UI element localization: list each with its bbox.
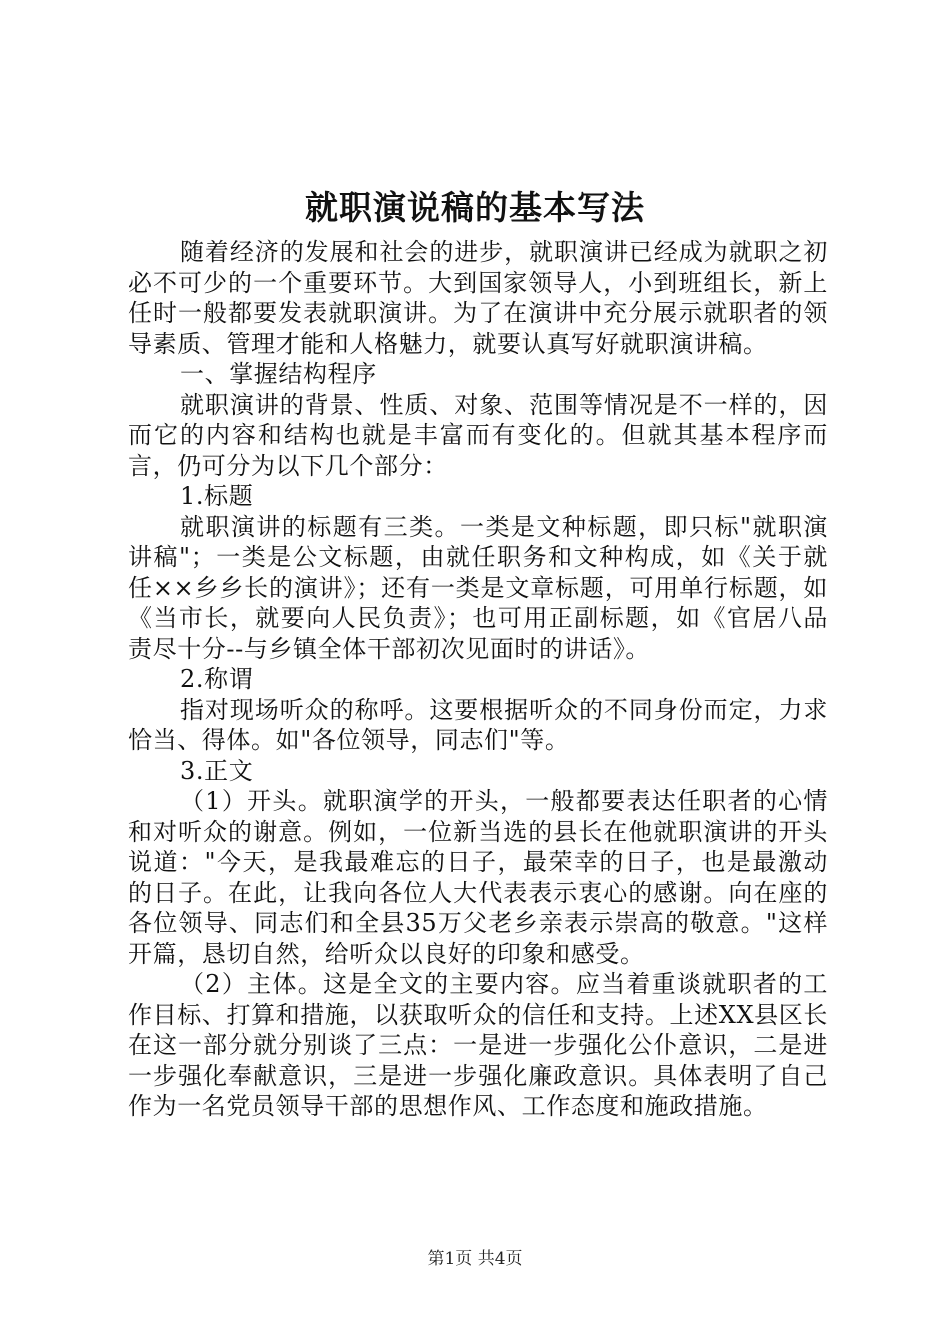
subsection-heading: 3.正文 xyxy=(180,756,254,785)
body-paragraph: （1）开头。就职演学的开头，一般都要表达任职者的心情和对听众的谢意。例如，一位新当选的县长在他就职演讲的开头说道："今天，是我最难忘的日子，最荣幸的日子，也是最激动的日子。在此，让我向各位人大代表表示衷心的感谢。向在座的各位领导、同志们和全县35万父老乡亲表示崇高的敬意。"这样开篇，恳切自然，给听众以良好的印象和感受。 xyxy=(128,787,828,968)
document-title: 就职演说稿的基本写法 xyxy=(305,188,645,227)
section-heading: 一、掌握结构程序 xyxy=(180,360,377,388)
body-paragraph: 指对现场听众的称呼。这要根据听众的不同身份而定，力求恰当、得体。如"各位领导，同志们"等。 xyxy=(128,695,828,754)
document-body xyxy=(128,237,828,1122)
subsection-heading: 1.标题 xyxy=(180,482,254,510)
intro-paragraph: 随着经济的发展和社会的进步，就职演讲已经成为就职之初必不可少的一个重要环节。大到国家领导人，小到班组长，新上任时一般都要发表就职演讲。为了在演讲中充分展示就职者的领导素质、管理才能和人格魅力，就要认真写好就职演讲稿。 xyxy=(128,238,828,358)
page-number-footer: 第1页 共4页 xyxy=(427,1249,523,1269)
body-paragraph: 就职演讲的标题有三类。一类是文种标题，即只标"就职演讲稿"；一类是公文标题，由就任职务和文种构成，如《关于就任××乡乡长的演讲》；还有一类是文章标题，可用单行标题，如《当市长，就要向人民负责》；也可用正副标题，如《官居八品责尽十分--与乡镇全体干部初次见面时的讲话》。 xyxy=(128,512,828,663)
subsection-heading: 2.称谓 xyxy=(180,665,254,693)
body-paragraph: （2）主体。这是全文的主要内容。应当着重谈就职者的工作目标、打算和措施，以获取听众的信任和支持。上述XX县区长在这一部分就分别谈了三点：一是进一步强化公仆意识，二是进一步强化奉献意识，三是进一步强化廉政意识。具体表明了自己作为一名党员领导干部的思想作风、工作态度和施政措施。 xyxy=(128,970,828,1120)
body-paragraph: 就职演讲的背景、性质、对象、范围等情况是不一样的，因而它的内容和结构也就是丰富而有变化的。但就其基本程序而言，仍可分为以下几个部分： xyxy=(128,390,828,480)
